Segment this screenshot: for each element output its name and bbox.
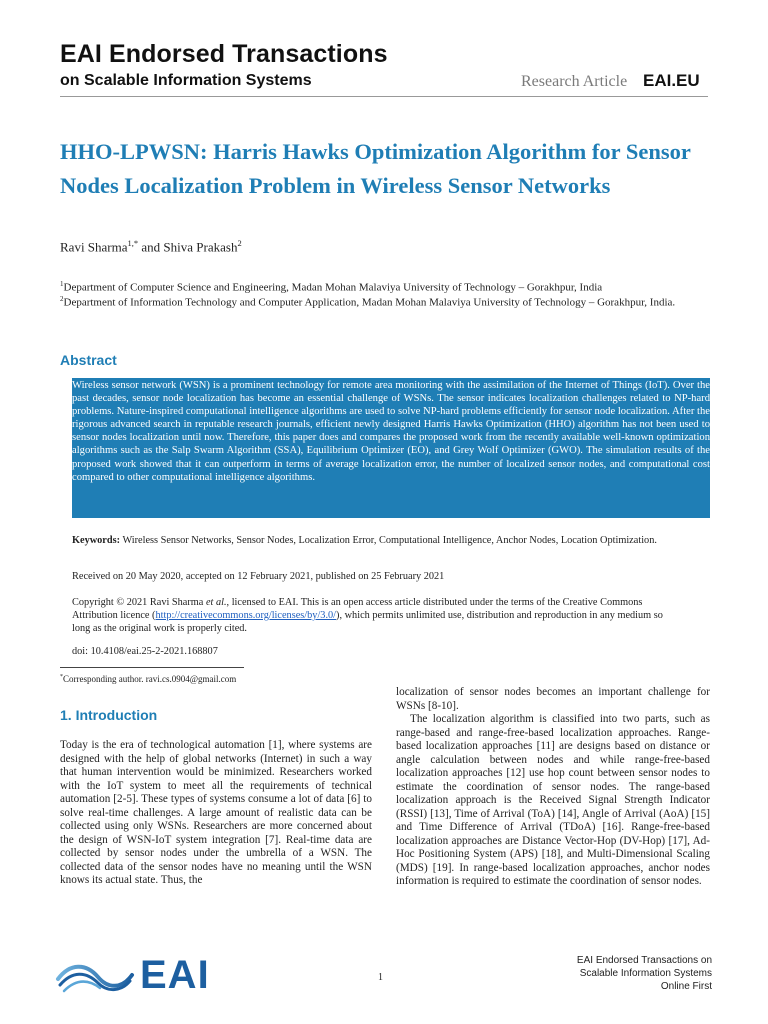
affiliation-1-text: Department of Computer Science and Engineering, Madan Mohan Malaviya University of Technology – Gorakhpur, India bbox=[63, 281, 603, 294]
received-dates: Received on 20 May 2020, accepted on 12 February 2021, published on 25 February 2021 bbox=[72, 571, 445, 582]
copyright-part-a: Copyright © 2021 Ravi Sharma bbox=[72, 597, 206, 608]
header-divider bbox=[60, 96, 708, 97]
intro-right-column bbox=[396, 686, 710, 889]
eai-logo bbox=[52, 955, 222, 997]
doi: doi: 10.4108/eai.25-2-2021.168807 bbox=[72, 646, 218, 657]
journal-title: EAI Endorsed Transactions bbox=[60, 40, 388, 68]
intro-paragraph-2: localization of sensor nodes becomes an important challenge for WSNs [8-10]. bbox=[396, 686, 710, 712]
license-link[interactable]: http://creativecommons.org/licenses/by/3.0/ bbox=[155, 610, 337, 621]
page-number: 1 bbox=[378, 972, 383, 983]
keywords-label: Keywords: bbox=[72, 535, 121, 546]
article-type: Research Article bbox=[521, 73, 628, 90]
abstract-heading: Abstract bbox=[60, 352, 117, 368]
copyright-etal: et al. bbox=[205, 597, 227, 608]
copyright-part-c: ), which permits unlimited use, distribution and reproduction in any medium so long as the original work is properly cited. bbox=[72, 610, 663, 634]
author-2-sup: 2 bbox=[237, 238, 242, 248]
copyright-part-b: , licensed to EAI. This is an open access article distributed under the terms of the Creative Commons Attribution licence ( bbox=[72, 597, 643, 621]
author-1-sup: 1,* bbox=[127, 238, 139, 248]
affiliation-1-sup: 1 bbox=[60, 280, 64, 288]
intro-left-column bbox=[60, 739, 372, 888]
publisher-short-name: EAI.EU bbox=[643, 71, 700, 90]
abstract-box bbox=[72, 378, 710, 518]
keywords bbox=[72, 534, 710, 547]
paper-title: HHO-LPWSN: Harris Hawks Optimization Algorithm for Sensor Nodes Localization Problem in Wireless Sensor Networks bbox=[60, 139, 691, 198]
affiliation-2-sup: 2 bbox=[60, 295, 64, 303]
intro-paragraph-3: The localization algorithm is classified into two parts, such as range-based and range-free-based localization approaches. Range-based localization approaches [11] are designs based on distance or angle calculation between nodes and while range-free-based localization approaches [12] use hop count between sensor nodes to estimate the coordination of sensor nodes. The range-based localization approach is the Received Signal Strength Indicator (RSSI) [13], Time of Arrival (ToA) [14], Angle of Arrival (AoA) [15] and Time Difference of Arrival (TDoA) [16]. Range-free-based localization approaches are Distance Vector-Hop (DV-Hop) [17], Ad-Hoc Positioning System (APS) [18], and Multi-Dimensional Scaling (MDS) [19]. In range-based localization approaches, anchor nodes information is required to estimate the coordination of sensor nodes. bbox=[396, 713, 710, 887]
affiliation-2 bbox=[60, 292, 710, 311]
footer-line-1: EAI Endorsed Transactions on bbox=[576, 955, 712, 966]
abstract-text: Wireless sensor network (WSN) is a prominent technology for remote area monitoring with the assimilation of the Internet of Things (IoT). Over the past decades, sensor node localization has become an essential challenge of WSNs. The sensor indicates localization challenges related to NP-hard problems. Nature-inspired computational intelligence algorithms are used to solve NP-hard problems efficiently for sensor node localization. After the rigorous advanced search in reputable research journals, efficient newly designed Harris Hawks Optimization (HHO) algorithm has not been used to sensor nodes localization until now. Therefore, this paper does and compares the proposed work from the recently available well-known optimization algorithms such as the Salp Swarm Algorithm (SSA), Equilibrium Optimizer (EO), and Grey Wolf Optimizer (GWO). The simulation results of the proposed work showed that it can outperform in terms of average localization error, the number of localized sensor nodes, and computational cost compared to other computational intelligence algorithms. bbox=[72, 380, 710, 483]
footer-line-2: Scalable Information Systems bbox=[579, 968, 712, 979]
footnote-marker: * bbox=[60, 674, 63, 680]
journal-subtitle: on Scalable Information Systems bbox=[60, 72, 312, 89]
keywords-text: Wireless Sensor Networks, Sensor Nodes, Localization Error, Computational Intelligence, Anchor Nodes, Location Optimization. bbox=[122, 535, 657, 546]
copyright-notice bbox=[72, 596, 672, 635]
author-separator: and bbox=[138, 239, 164, 255]
affiliation-2-text: Department of Information Technology and Computer Application, Madan Mohan Malaviya University of Technology – Gorakhpur, India. bbox=[63, 296, 676, 309]
footnote-divider bbox=[60, 667, 244, 668]
author-1: Ravi Sharma bbox=[60, 239, 128, 255]
author-2: Shiva Prakash bbox=[163, 239, 238, 255]
eai-logo-text: EAI bbox=[140, 953, 210, 997]
intro-paragraph-1: Today is the era of technological automation [1], where systems are designed with the help of global networks (Internet) in such a way that human intervention would be minimized. Researchers worked with the IoT system to meet all the requirements of technical automation [2-5]. These types of systems consume a lot of data [6] to solve real-time challenges. A large amount of realistic data can be collected using only WSNs. Researchers are more concerned about the design of WSN-IoT system integration [7]. Real-time data are collected by sensor nodes under the umbrella of a WSN. The collected data of the sensor nodes have no meaning until the WSN knows its actual state. Thus, the bbox=[60, 739, 372, 886]
footnote bbox=[60, 674, 236, 684]
introduction-heading: 1. Introduction bbox=[60, 707, 158, 723]
footnote-text: Corresponding author. ravi.cs.0904@gmail.com bbox=[63, 674, 237, 684]
footer-line-3: Online First bbox=[660, 981, 712, 992]
authors bbox=[60, 238, 242, 255]
footer-journal-info bbox=[560, 954, 712, 993]
